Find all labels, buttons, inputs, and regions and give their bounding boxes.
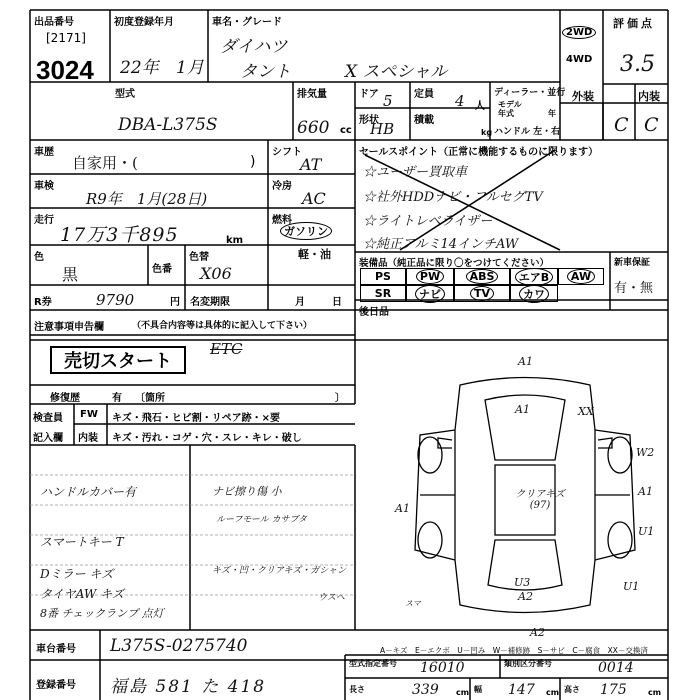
mileage-label: 走行 [34, 215, 54, 226]
sell-start-stamp: 売切スタート [50, 346, 186, 374]
damage-mark: XX [578, 405, 594, 418]
day-unit: 日 [332, 297, 342, 308]
shift-value: AT [300, 155, 322, 174]
diagram-center-note: クリアキズ (97) [515, 489, 565, 511]
equip-pw: PW [406, 268, 454, 285]
color-value: 黒 [62, 265, 79, 284]
load-unit: kg [481, 128, 493, 137]
inspection-label: 車検 [34, 181, 54, 192]
recycle-label: R券 [34, 297, 52, 308]
equip-leather: カワ [510, 285, 558, 302]
lot-number: 3024 [36, 55, 94, 85]
note-left: タイヤAW キズ [40, 587, 124, 601]
note-left: 8番 チェックランプ 点灯 [40, 607, 164, 620]
fuel-light-oil: 軽・油 [298, 248, 331, 261]
damage-mark: A1 [395, 502, 410, 515]
exterior-grade: C [614, 114, 629, 136]
note-left: ハンドルカバー有 [40, 485, 137, 499]
repair-value: 有 [112, 393, 122, 404]
drive-2wd: 2WD [562, 26, 596, 39]
grade-value: X スペシャル [345, 62, 448, 82]
damage-mark: A2 [530, 626, 545, 639]
load-label: 積載 [414, 115, 434, 126]
dealer-label: ディーラー・並行 [494, 88, 566, 98]
ac-label: 冷房 [272, 181, 292, 192]
category-label: 類別区分番号 [504, 659, 552, 668]
inspector-row1-label: 検査員 [33, 413, 63, 424]
equip-abs: ABS [454, 268, 510, 285]
shape-label: 形状 [359, 115, 379, 126]
history-value: 自家用・( [72, 154, 138, 172]
recycle-value: 9790 [96, 291, 135, 309]
displacement-value: 660 [297, 118, 330, 138]
repair-close: 〕 [335, 393, 345, 404]
damage-mark: スマ [405, 599, 421, 608]
cc-unit: cc [340, 125, 352, 136]
inspector-row2-text: キズ・汚れ・コゲ・穴・スレ・キレ・破し [112, 433, 302, 444]
note-right: キズ・凹・クリアキズ・ガシャン [212, 566, 347, 576]
damage-mark: A1 [518, 355, 533, 368]
repair-place: 〔箇所 [135, 393, 165, 404]
handle-label: ハンドル 左・右 [494, 127, 561, 137]
drive-4wd: 4WD [566, 54, 593, 65]
shape-value: HB [370, 120, 395, 138]
type-designation-label: 型式指定番号 [349, 659, 397, 668]
note-left: スマートキー T [40, 535, 124, 549]
inspector-row1-text: キズ・飛石・ヒビ割・リペア跡・×要 [112, 413, 280, 424]
make-label: 車名・グレード [212, 17, 282, 28]
mileage-value: 17万3千895 [60, 224, 179, 246]
sales-point-item: ☆ライトレベライザー [363, 214, 493, 229]
interior-grade: C [644, 114, 659, 136]
reg-label: 登録番号 [36, 680, 76, 691]
exterior-label: 外装 [572, 90, 594, 103]
inspector-row2-label: 記入欄 [33, 433, 63, 444]
damage-legend: A－キズ E－エクボ U－凹み W－補修跡 S－サビ C－腐食 XX－交換済 [380, 646, 648, 655]
fuel-label: 燃料 [272, 215, 292, 226]
equip-sr: SR [360, 285, 406, 302]
length-unit: cm [456, 688, 470, 697]
damage-mark: A1 [638, 485, 653, 498]
lot-bracket: [2171] [46, 31, 86, 45]
sales-point-item: ☆ユーザー買取車 [363, 165, 468, 180]
repair-label: 修復歴 [50, 393, 80, 404]
doors-label: ドア [359, 89, 379, 100]
model-label: モデル [498, 100, 522, 109]
first-reg-year: 22年 [120, 58, 159, 78]
height-value: 175 [600, 682, 627, 698]
lot-label: 出品番号 [34, 17, 74, 28]
score-value: 3.5 [620, 52, 655, 77]
displacement-label: 排気量 [297, 89, 327, 100]
width-label: 幅 [474, 685, 482, 694]
doors-value: 5 [383, 92, 393, 110]
name-change-label: 名変期限 [190, 297, 230, 308]
type-value: DBA-L375S [118, 115, 218, 135]
width-value: 147 [508, 682, 535, 698]
equip-ps: PS [360, 268, 406, 285]
length-value: 339 [412, 682, 439, 698]
width-unit: cm [546, 688, 560, 697]
fuel-gasoline: ガソリン [280, 222, 332, 240]
interior-label: 内装 [638, 90, 660, 103]
sales-points-label: セールスポイント（正常に機能するものに限ります） [359, 147, 599, 158]
damage-mark: U3 [514, 576, 531, 589]
type-label: 型式 [115, 89, 135, 100]
equipment-label: 装備品（純正品に限り〇をつけてください） [359, 258, 550, 269]
first-reg-label: 初度登録年月 [114, 17, 174, 28]
height-unit: cm [648, 688, 662, 697]
chassis-value: L375S-0275740 [110, 636, 248, 656]
type-designation-value: 16010 [420, 660, 465, 676]
equip-airbag: エアB [510, 268, 558, 285]
struck-etc: ETC [210, 340, 243, 358]
score-label: 評価点 [613, 17, 655, 30]
color-label: 色 [34, 252, 44, 263]
month-unit: 月 [295, 297, 305, 308]
damage-mark: A2 [518, 590, 533, 603]
capacity-label: 定員 [414, 89, 434, 100]
height-label: 高さ [564, 685, 580, 694]
reg-value: 福島 581 た 418 [110, 677, 267, 697]
category-value: 0014 [598, 660, 634, 676]
damage-mark: W2 [636, 446, 655, 459]
shift-label: シフト [272, 147, 302, 158]
rear-item-label: 後日品 [359, 307, 389, 318]
note-right: ルーフモール カサブタ [216, 515, 307, 525]
notes-sub-label: （不具合内容等は具体的に記入して下さい） [132, 321, 313, 331]
equip-navi: ナビ [406, 285, 454, 302]
yen-unit: 円 [170, 297, 180, 308]
new-warranty-label: 新車保証 [614, 258, 651, 268]
color-code: X06 [200, 264, 232, 283]
model-value: タント [240, 62, 291, 82]
person-unit: 人 [475, 101, 485, 112]
sales-point-item: ☆純正アルミ14インチAW [363, 237, 519, 252]
damage-mark: U1 [623, 580, 640, 593]
year-label: 年式 [498, 109, 514, 118]
km-unit: km [226, 235, 244, 246]
chassis-label: 車台番号 [36, 644, 76, 655]
history-label: 車歴 [34, 147, 54, 158]
year-unit: 年 [548, 109, 556, 118]
note-right: ウスヘ [318, 593, 345, 603]
equip-aw: AW [558, 268, 604, 285]
history-close: ) [250, 154, 256, 170]
damage-mark: A1 [515, 403, 530, 416]
note-left: Dミラー キズ [40, 567, 114, 581]
first-reg-month: 1月 [176, 58, 204, 78]
sales-point-item: ☆社外HDDナビ・フルセグTV [363, 190, 543, 205]
color-no-label: 色番 [152, 264, 172, 275]
color-change-label: 色替 [189, 252, 209, 263]
capacity-value: 4 [455, 92, 465, 110]
notes-label: 注意事項申告欄 [34, 322, 104, 333]
make-value: ダイハツ [220, 37, 288, 57]
inspector-row2-code: 内装 [78, 433, 98, 444]
equip-tv: TV [454, 285, 510, 302]
inspector-row1-code: FW [80, 409, 98, 420]
inspection-value: R9年 1月(28日) [86, 190, 208, 208]
length-label: 長さ [349, 685, 365, 694]
warranty-value: 有・無 [614, 281, 654, 296]
ac-value: AC [302, 189, 326, 208]
damage-mark: U1 [638, 525, 655, 538]
note-right: ナビ擦り傷 小 [212, 485, 282, 498]
